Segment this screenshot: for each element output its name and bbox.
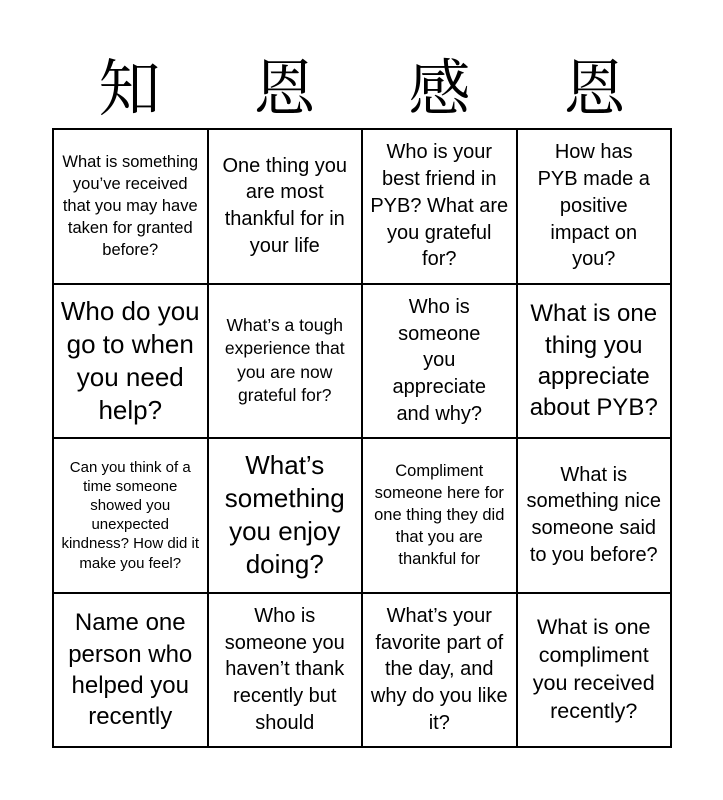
- bingo-cell-r4c1[interactable]: [54, 594, 209, 749]
- bingo-cell-r1c1[interactable]: [54, 130, 209, 285]
- bingo-cell-r1c3[interactable]: [363, 130, 518, 285]
- bingo-cell-text: Who is someone you appreciate and why?: [392, 295, 486, 425]
- bingo-cell-text: What is something you’ve received that you may have taken for granted before?: [62, 152, 199, 260]
- bingo-cell-r1c2[interactable]: [209, 130, 364, 285]
- header-letter-4: 恩: [563, 52, 626, 125]
- bingo-cell-r2c3[interactable]: [363, 285, 518, 440]
- bingo-cell-text: One thing you are most thankful for in your life: [222, 154, 348, 258]
- bingo-cell-text: What is something nice someone said to you before?: [526, 463, 662, 567]
- bingo-cell-r2c2[interactable]: [209, 285, 364, 440]
- bingo-cell-text: Can you think of a time someone showed you unexpected kindness? How did it make you feel?: [61, 458, 200, 572]
- bingo-cell-text: Compliment someone here for one thing they did that you are thankful for: [374, 461, 505, 569]
- bingo-cell-r4c4[interactable]: [518, 594, 673, 749]
- bingo-cell-text: Who is someone you haven’t thank recently but should: [224, 604, 345, 734]
- bingo-cell-text: How has PYB made a positive impact on you?: [537, 141, 650, 271]
- bingo-cell-r2c1[interactable]: [54, 285, 209, 440]
- bingo-cell-text: What’s a tough experience that you are now grateful for?: [224, 314, 345, 406]
- bingo-cell-r3c2[interactable]: [209, 439, 364, 594]
- bingo-cell-text: What’s something you enjoy doing?: [224, 450, 345, 580]
- bingo-cell-r3c3[interactable]: [363, 439, 518, 594]
- bingo-cell-r1c4[interactable]: [518, 130, 673, 285]
- bingo-cell-r4c2[interactable]: [209, 594, 364, 749]
- bingo-header: [52, 50, 672, 128]
- bingo-cell-r3c4[interactable]: [518, 439, 673, 594]
- bingo-cell-r4c3[interactable]: [363, 594, 518, 749]
- bingo-cell-text: What is one thing you appreciate about PYB?: [529, 300, 658, 421]
- bingo-cell-r2c4[interactable]: [518, 285, 673, 440]
- bingo-cell-text: What’s your favorite part of the day, and why do you like it?: [370, 604, 508, 734]
- bingo-grid: [52, 128, 672, 748]
- header-letter-2: 恩: [253, 52, 316, 125]
- bingo-cell-text: Who do you go to when you need help?: [60, 295, 200, 425]
- bingo-cell-text: Name one person who helped you recently: [68, 609, 193, 730]
- header-letter-3: 感: [408, 52, 471, 125]
- bingo-cell-text: What is one compliment you received recently?: [532, 614, 655, 723]
- bingo-cell-text: Who is your best friend in PYB? What are you grateful for?: [370, 141, 509, 271]
- bingo-cell-r3c1[interactable]: [54, 439, 209, 594]
- header-letter-1: 知: [98, 52, 161, 125]
